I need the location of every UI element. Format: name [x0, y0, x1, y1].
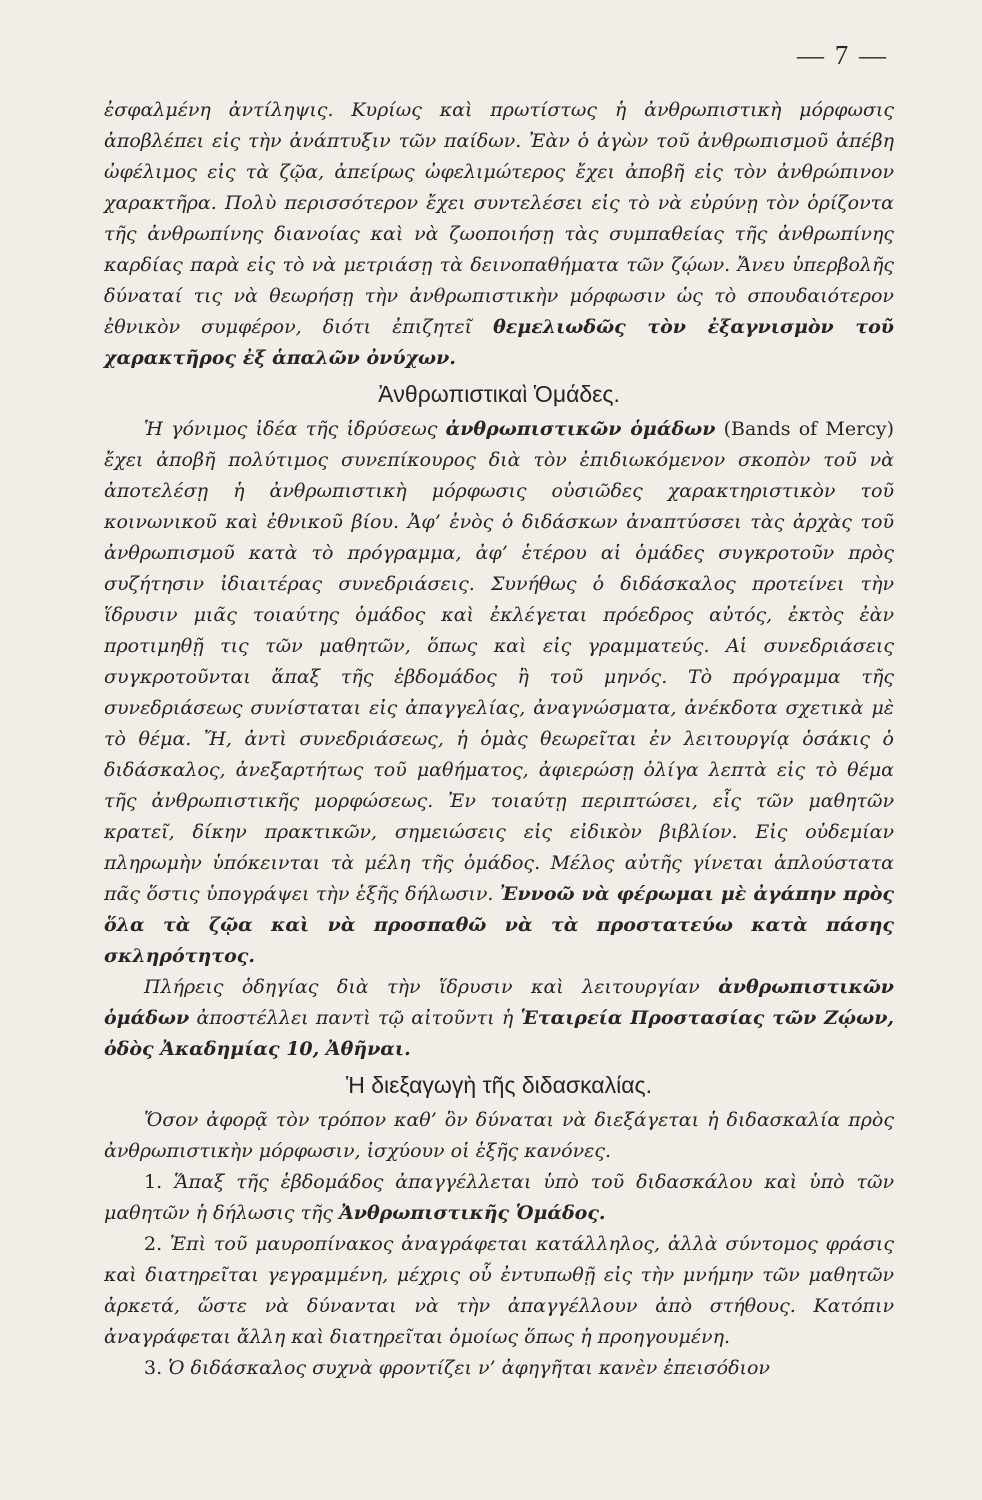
paragraph-2-bold-a: ἀνθρωπιστικῶν ὁμάδων — [445, 418, 716, 440]
rule-bold: Ἀνθρωπιστικῆς Ὁμάδος. — [339, 1202, 606, 1224]
rule-text: Ἅπαξ τῆς ἑβδομάδος ἀπαγγέλλεται ὑπὸ τοῦ διδασκάλου καὶ ὑπὸ τῶν μαθητῶν ἡ δήλωσις τῆς — [104, 1171, 894, 1224]
paragraph-4: Ὅσον ἀφορᾷ τὸν τρόπον καθ’ ὃν δύναται νὰ διεξάγεται ἡ διδασκαλία πρὸς ἀνθρωπιστικὴν μόρφωσιν, ἰσχύουν οἱ ἑξῆς κανόνες. — [104, 1109, 894, 1162]
rule-item-2 — [104, 1229, 894, 1353]
paragraph-3-text-a: Πλήρεις ὁδηγίας διὰ τὴν ἵδρυσιν καὶ λειτουργίαν — [144, 976, 719, 998]
paragraph-1-bold: θεμελιωδῶς τὸν ἐξαγνισμὸν τοῦ χαρακτῆρος ἐξ ἁπαλῶν ὀνύχων. — [104, 316, 894, 369]
paragraph-3-bold-a: ἀνθρωπιστικῶν ὁμάδων — [104, 976, 894, 1029]
paragraph-2-declaration: Ἐννοῶ νὰ φέρωμαι μὲ ἀγάπην πρὸς ὅλα τὰ ζῷα καὶ νὰ προσπαθῶ νὰ τὰ προστατεύω κατὰ πάσης σκληρότητος. — [104, 883, 895, 967]
rule-number: 2. — [144, 1233, 163, 1255]
paragraph-2-text-a: Ἡ γόνιμος ἰδέα τῆς ἱδρύσεως — [144, 418, 446, 440]
paragraph-1 — [104, 95, 894, 374]
rule-item-3 — [104, 1353, 894, 1384]
paragraph-3 — [104, 972, 894, 1065]
paragraph-2-text-b: ἔχει ἀποβῆ πολύτιμος συνεπίκουρος διὰ τὸν ἐπιδιωκόμενον σκοπὸν τοῦ νὰ ἀποτελέσῃ ἡ ἀνθρωπιστικὴ μόρφωσις οὐσιῶδες χαρακτηριστικὸν τοῦ κοινωνικοῦ καὶ ἐθνικοῦ βίου. Ἀφ’ ἑνὸς ὁ διδάσκων ἀναπτύσσει τὰς ἀρχὰς τοῦ ἀνθρωπισμοῦ κατὰ τὸ πρόγραμμα, ἀφ’ ἑτέρου αἱ ὁμάδες συγκροτοῦν πρὸς συζήτησιν ἰδιαιτέρας συνεδριάσεις. Συνήθως ὁ διδάσκαλος προτείνει τὴν ἵδρυσιν μιᾶς τοιαύτης ὁμάδος καὶ ἐκλέγεται πρόεδρος αὐτός, ἐκτὸς ἐὰν προτιμηθῇ τις τῶν μαθητῶν, ὅπως καὶ εἰς γραμματεύς. Αἱ συνεδριάσεις συγκροτοῦνται ἅπαξ τῆς ἑβδομάδος ἢ τοῦ μηνός. Τὸ πρόγραμμα τῆς συνεδριάσεως συνίσταται εἰς ἀπαγγελίας, ἀναγνώσματα, ἀνέκδοτα σχετικὰ μὲ τὸ θέμα. Ἤ, ἀντὶ συνεδριάσεως, ἡ ὁμὰς θεωρεῖται ἐν λειτουργίᾳ ὁσάκις ὁ διδάσκαλος, ἀνεξαρτήτως τοῦ μαθήματος, ἀφιερώσῃ ὀλίγα λεπτὰ εἰς τὸ θέμα τῆς ἀνθρωπιστικῆς μορφώσεως. Ἐν τοιαύτῃ περιπτώσει, εἷς τῶν μαθητῶν κρατεῖ, δίκην πρακτικῶν, σημειώσεις εἰς εἰδικὸν βιβλίον. Εἰς οὐδεμίαν πληρωμὴν ὑπόκεινται τὰ μέλη τῆς ὁμάδος. Μέλος αὐτῆς γίνεται ἁπλούστατα πᾶς ὅστις ὑπογράψει τὴν ἑξῆς δήλωσιν. — [104, 449, 894, 905]
paragraph-1-text: ἐσφαλμένη ἀντίληψις. Κυρίως καὶ πρωτίστως ἡ ἀνθρωπιστικὴ μόρφωσις ἀποβλέπει εἰς τὴν ἀνάπτυξιν τῶν παίδων. Ἐὰν ὁ ἀγὼν τοῦ ἀνθρωπισμοῦ ἀπέβη ὠφέλιμος εἰς τὰ ζῷα, ἀπείρως ὠφελιμώτερος ἔχει ἀποβῆ εἰς τὸν ἀνθρώπινον χαρακτῆρα. Πολὺ περισσότερον ἔχει συντελέσει εἰς τὸ νὰ εὐρύνῃ τὸν ὁρίζοντα τῆς ἀνθρωπίνης διανοίας καὶ νὰ ζωοποιήσῃ τὰς συμπαθείας τῆς ἀνθρωπίνης καρδίας παρὰ εἰς τὸ νὰ μετριάσῃ τὰ δεινοπαθήματα τῶν ζῴων. Ἄνευ ὑπερβολῆς δύναταί τις νὰ θεωρήσῃ τὴν ἀνθρωπιστικὴν μόρφωσιν ὡς τὸ σπουδαιότερον ἐθνικὸν συμφέρον, διότι ἐπιζητεῖ — [104, 99, 894, 338]
rule-number: 3. — [144, 1357, 163, 1379]
section-heading-teaching-conduct: Ἡ διεξαγωγὴ τῆς διδασκαλίας. — [346, 1072, 652, 1098]
paragraph-3-text-b: ἀποστέλλει παντὶ τῷ αἰτοῦντι ἡ — [189, 1007, 521, 1029]
rule-text: Ἐπὶ τοῦ μαυροπίνακος ἀναγράφεται κατάλληλος, ἀλλὰ σύντομος φράσις καὶ διατηρεῖται γεγραμμένη, μέχρις οὗ ἐντυπωθῇ εἰς τὴν μνήμην τῶν μαθητῶν ἀρκετά, ὥστε νὰ δύνανται νὰ τὴν ἀπαγγέλλουν ἀπὸ στήθους. Κατόπιν ἀναγράφεται ἄλλη καὶ διατηρεῖται ὁμοίως ὅπως ἡ προηγουμένη. — [104, 1233, 894, 1348]
rule-text: Ὁ διδάσκαλος συχνὰ φροντίζει ν’ ἀφηγῆται κανὲν ἐπεισόδιον — [162, 1357, 770, 1379]
paragraph-3-society-address: Ἑταιρεία Προστασίας τῶν Ζῴων, ὁδὸς Ἀκαδημίας 10, Ἀθῆναι. — [104, 1007, 894, 1060]
page-number: — 7 — — [797, 40, 888, 70]
paragraph-2 — [104, 414, 894, 972]
section-heading-humanitarian-groups: Ἀνθρωπιστικαὶ Ὁμάδες. — [378, 381, 620, 407]
rule-item-1 — [104, 1167, 894, 1229]
paragraph-2-bands-of-mercy: (Bands of Mercy) — [715, 418, 894, 440]
rule-number: 1. — [144, 1171, 163, 1193]
